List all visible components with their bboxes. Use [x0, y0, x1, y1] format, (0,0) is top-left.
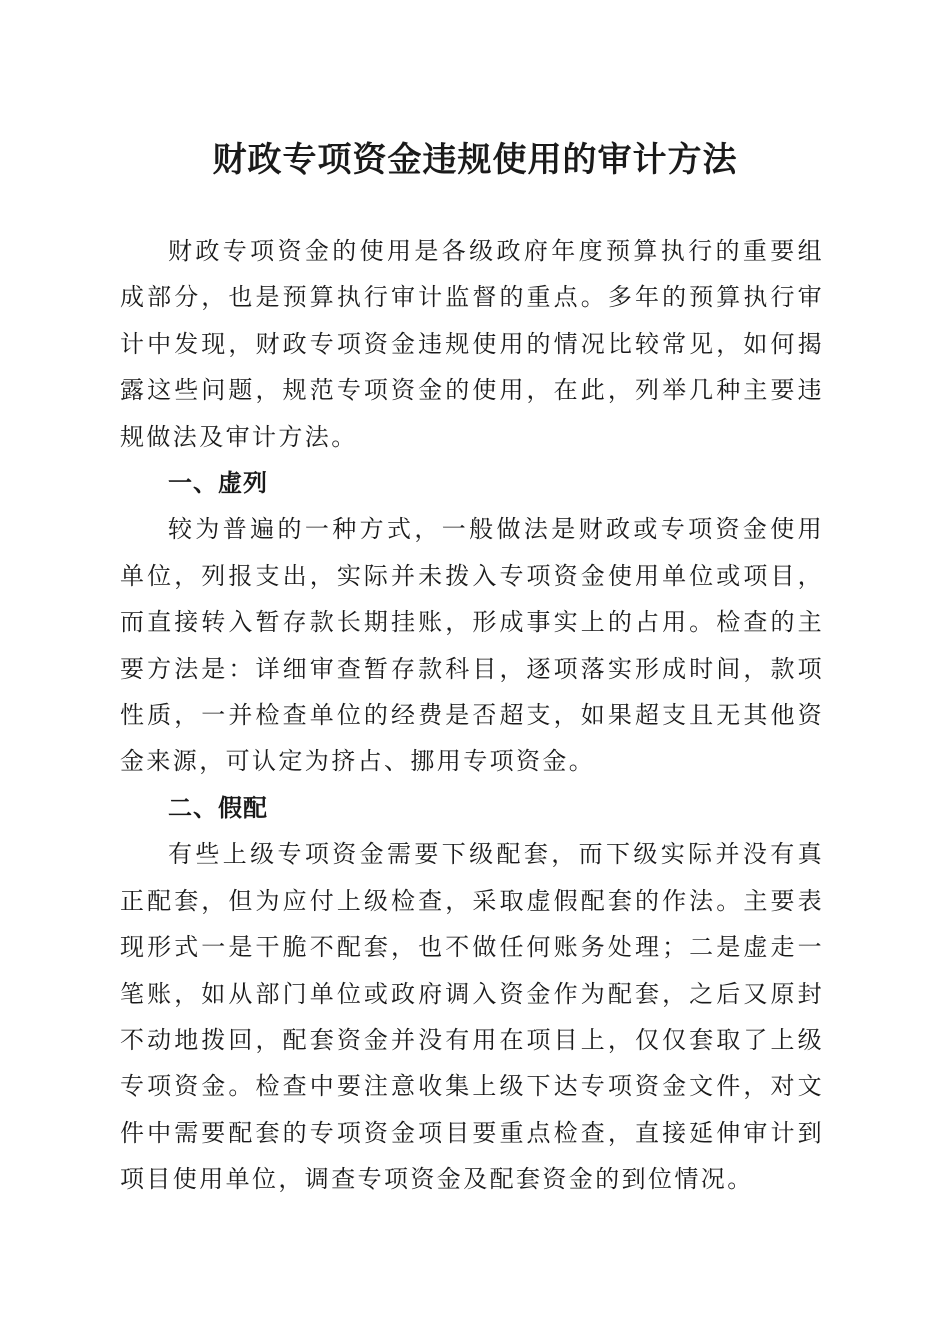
section-paragraph: 较为普遍的一种方式，一般做法是财政或专项资金使用单位，列报支出，实际并未拨入专项资金使用单位或项目，而直接转入暂存款长期挂账，形成事实上的占用。检查的主要方法是：详细审查暂存款科目，逐项落实形成时间，款项性质，一并检查单位的经费是否超支，如果超支且无其他资金来源，可认定为挤占、挪用专项资金。 [120, 515, 824, 776]
section-heading: 二、假配 [168, 793, 268, 822]
document-title: 财政专项资金违规使用的审计方法 [212, 140, 738, 180]
intro-paragraph: 财政专项资金的使用是各级政府年度预算执行的重要组成部分，也是预算执行审计监督的重点。多年的预算执行审计中发现，财政专项资金违规使用的情况比较常见，如何揭露这些问题，规范专项资金的使用，在此，列举几种主要违规做法及审计方法。 [120, 237, 824, 451]
section-paragraph: 有些上级专项资金需要下级配套，而下级实际并没有真正配套，但为应付上级检查，采取虚假配套的作法。主要表现形式一是干脆不配套，也不做任何账务处理；二是虚走一笔账，如从部门单位或政府调入资金作为配套，之后又原封不动地拨回，配套资金并没有用在项目上，仅仅套取了上级专项资金。检查中要注意收集上级下达专项资金文件，对文件中需要配套的专项资金项目要重点检查，直接延伸审计到项目使用单位，调查专项资金及配套资金的到位情况。 [120, 840, 824, 1194]
section-heading: 一、虚列 [168, 469, 268, 498]
document-body [120, 228, 824, 1203]
